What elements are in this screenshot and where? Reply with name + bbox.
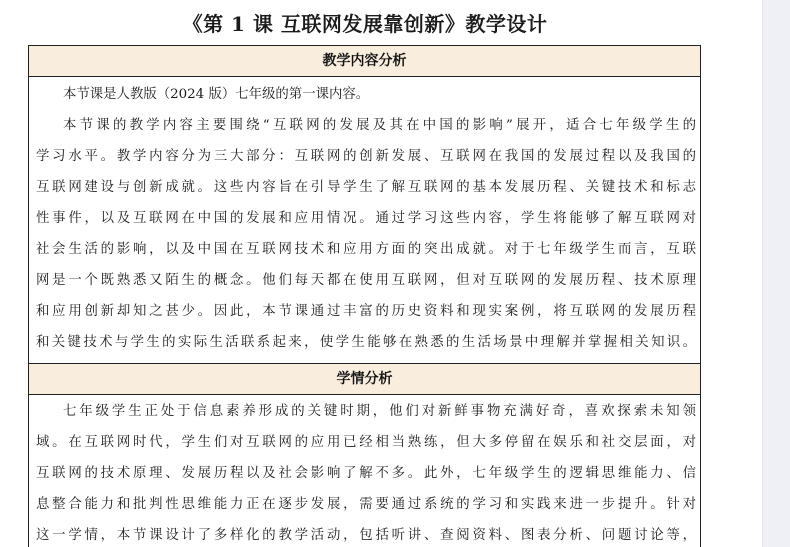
section-body-content-analysis [36,79,696,358]
section-body-student-analysis [36,396,696,547]
paragraph-line: 本节课是人教版（2024 版）七年级的第一课内容。 [63,87,370,102]
paragraph-line: 互联网的技术原理、发展历程以及社会影响了解不多。此外，七年级学生的逻辑思维能力、信 [36,466,696,481]
section-header-content-analysis: 教学内容分析 [28,45,701,77]
paragraph-line: 网是一个既熟悉又陌生的概念。他们每天都在使用互联网，但对互联网的发展历程、技术原理 [36,273,696,288]
paragraph-line: 和应用创新却知之甚少。因此，本节课通过丰富的历史资料和现实案例，将互联网的发展历程 [36,304,696,319]
paragraph-line: 性事件，以及互联网在中国的发展和应用情况。通过学习这些内容，学生将能够了解互联网对 [36,211,696,226]
paragraph-line: 本节课的教学内容主要围绕“互联网的发展及其在中国的影响”展开，适合七年级学生的 [63,118,696,133]
paragraph-line: 这一学情，本节课设计了多样化的教学活动，包括听讲、查阅资料、图表分析、问题讨论等， [36,528,696,543]
window-scroll-gutter [762,0,790,547]
paragraph-line: 息整合能力和批判性思维能力正在逐步发展，需要通过系统的学习和实践来进一步提升。针对 [36,497,696,512]
paragraph-line: 社会生活的影响，以及中国在互联网技术和应用方面的突出成就。对于七年级学生而言，互联 [36,242,696,257]
section-header-student-analysis: 学情分析 [28,363,701,395]
paragraph-line: 七年级学生正处于信息素养形成的关键时期，他们对新鲜事物充满好奇，喜欢探索未知领 [63,404,696,419]
paragraph-line: 学习水平。教学内容分为三大部分：互联网的创新发展、互联网在我国的发展过程以及我国的 [36,149,696,164]
paragraph-line: 和关键技术与学生的实际生活联系起来，使学生能够在熟悉的生活场景中理解并掌握相关知识。 [36,335,696,350]
document-title: 《第 1 课 互联网发展靠创新》教学设计 [182,12,548,36]
paragraph-line: 域。在互联网时代，学生们对互联网的应用已经相当熟练，但大多停留在娱乐和社交层面，对 [36,435,696,450]
paragraph-line: 互联网建设与创新成就。这些内容旨在引导学生了解互联网的基本发展历程、关键技术和标志 [36,180,696,195]
